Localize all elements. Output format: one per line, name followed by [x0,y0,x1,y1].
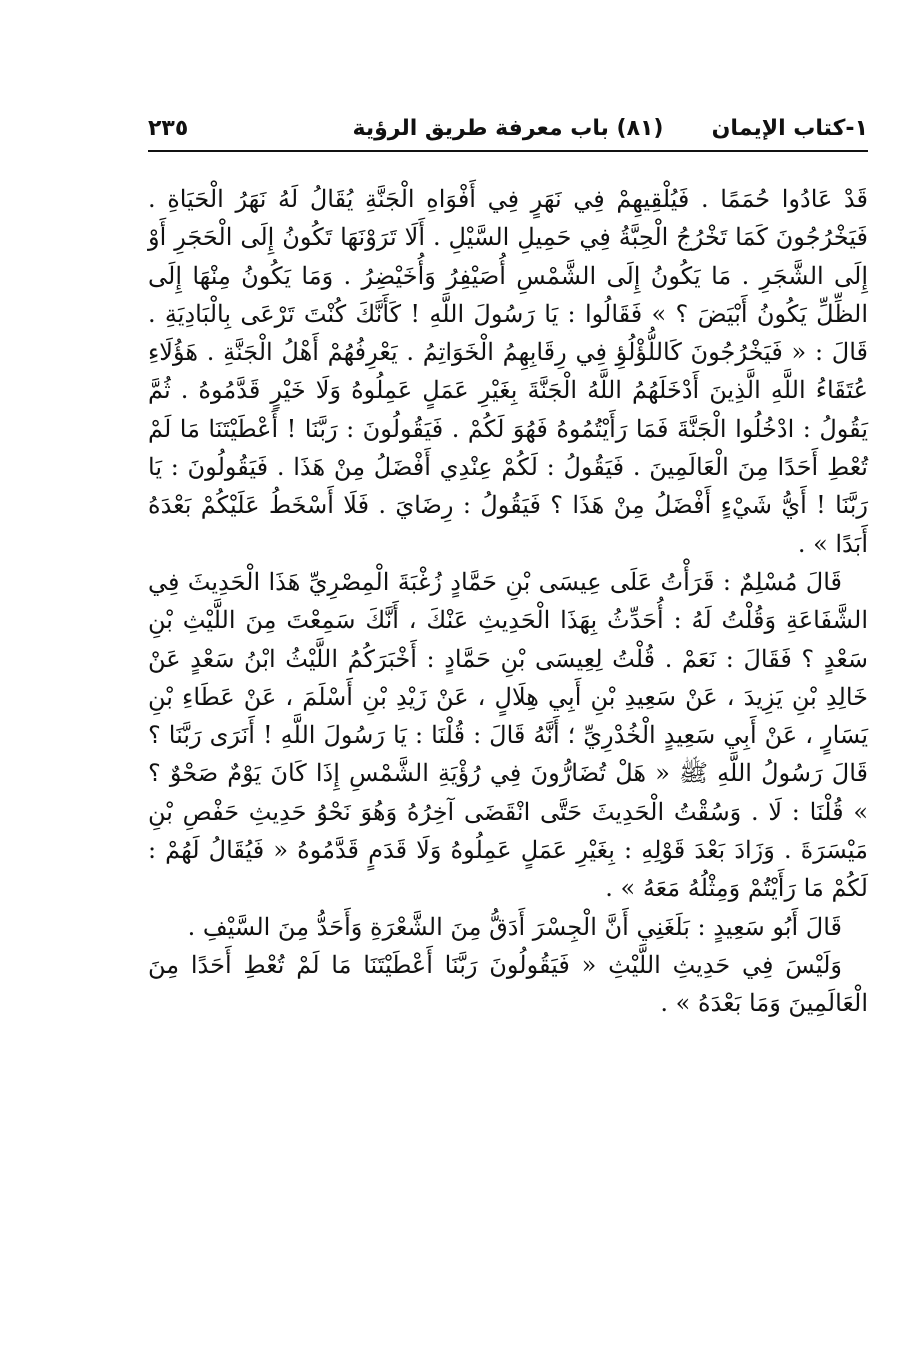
chapter-title: ١-كتاب الإيمان [711,116,868,141]
section-title: (٨١) باب معرفة طريق الرؤية [352,116,664,141]
page-body [148,180,868,1023]
paragraph-layth-note: وَلَيْسَ فِي حَدِيثِ اللَّيْثِ « فَيَقُولُونَ رَبَّنَا أَعْطَيْتَنَا مَا لَمْ تُعْطِ أَحَدًا مِنَ الْعَالَمِينَ وَمَا بَعْدَهُ » . [148,950,868,1018]
running-header [148,110,868,152]
page-number: ٢٣٥ [148,116,189,141]
paragraph-muslim-note: قَالَ مُسْلِمٌ : قَرَأْتُ عَلَى عِيسَى بْنِ حَمَّادٍ زُغْبَةَ الْمِصْرِيِّ هَذَا الْحَدِيثَ فِي الشَّفَاعَةِ وَقُلْتُ لَهُ : أُحَدِّثُ بِهَذَا الْحَدِيثِ عَنْكَ ، أَنَّكَ سَمِعْتَ مِنَ اللَّيْثِ بْنِ سَعْدٍ ؟ فَقَالَ : نَعَمْ . قُلْتُ لِعِيسَى بْنِ حَمَّادٍ : أَخْبَرَكُمُ اللَّيْثُ ابْنُ سَعْدٍ عَنْ خَالِدِ بْنِ يَزِيدَ ، عَنْ سَعِيدِ بْنِ أَبِي هِلَالٍ ، عَنْ زَيْدِ بْنِ أَسْلَمَ ، عَنْ عَطَاءِ بْنِ يَسَارٍ ، عَنْ أَبِي سَعِيدٍ الْخُدْرِيِّ ؛ أَنَّهُ قَالَ : قُلْنَا : يَا رَسُولَ اللَّهِ ! أَنَرَى رَبَّنَا ؟ قَالَ رَسُولُ اللَّهِ ﷺ « هَلْ تُضَارُّونَ فِي رُؤْيَةِ الشَّمْسِ إِذَا كَانَ يَوْمٌ صَحْوٌ ؟ » قُلْنَا : لَا . وَسُقْتُ الْحَدِيثَ حَتَّى انْقَضَى آخِرُهُ وَهُوَ نَحْوُ حَدِيثِ حَفْصِ بْنِ مَيْسَرَةَ . وَزَادَ بَعْدَ قَوْلِهِ : بِغَيْرِ عَمَلٍ عَمِلُوهُ وَلَا قَدَمٍ قَدَّمُوهُ « فَيُقَالُ لَهُمْ : لَكُمْ مَا رَأَيْتُمْ وَمِثْلُهُ مَعَهُ » . [148,567,868,903]
book-page [148,110,868,1290]
paragraph-hadith-continuation: قَدْ عَادُوا حُمَمًا . فَيُلْقِيهِمْ فِي نَهَرٍ فِي أَفْوَاهِ الْجَنَّةِ يُقَالُ لَهُ نَهَرُ الْحَيَاةِ . فَيَخْرُجُونَ كَمَا تَخْرُجُ الْحِبَّةُ فِي حَمِيلِ السَّيْلِ . أَلَا تَرَوْنَهَا تَكُونُ إِلَى الْحَجَرِ أَوْ إِلَى الشَّجَرِ . مَا يَكُونُ إِلَى الشَّمْسِ أُصَيْفِرُ وَأُخَيْضِرُ . وَمَا يَكُونُ مِنْهَا إِلَى الظِّلِّ يَكُونُ أَبْيَضَ ؟ » فَقَالُوا : يَا رَسُولَ اللَّهِ ! كَأَنَّكَ كُنْتَ تَرْعَى بِالْبَادِيَةِ . قَالَ : « فَيَخْرُجُونَ كَاللُّؤْلُؤِ فِي رِقَابِهِمُ الْخَوَاتِمُ . يَعْرِفُهُمْ أَهْلُ الْجَنَّةِ . هَؤُلَاءِ عُتَقَاءُ اللَّهِ الَّذِينَ أَدْخَلَهُمُ اللَّهُ الْجَنَّةَ بِغَيْرِ عَمَلٍ عَمِلُوهُ وَلَا خَيْرٍ قَدَّمُوهُ . ثُمَّ يَقُولُ : ادْخُلُوا الْجَنَّةَ فَمَا رَأَيْتُمُوهُ فَهُوَ لَكُمْ . فَيَقُولُونَ : رَبَّنَا ! أَعْطَيْتَنَا مَا لَمْ تُعْطِ أَحَدًا مِنَ الْعَالَمِينَ . فَيَقُولُ : لَكُمْ عِنْدِي أَفْضَلُ مِنْ هَذَا . فَيَقُولُونَ : يَا رَبَّنَا ! أَيُّ شَيْءٍ أَفْضَلُ مِنْ هَذَا ؟ فَيَقُولُ : رِضَايَ . فَلَا أَسْخَطُ عَلَيْكُمْ بَعْدَهُ أَبَدًا » . [148,185,869,558]
paragraph-abu-said-note: قَالَ أَبُو سَعِيدٍ : بَلَغَنِي أَنَّ الْجِسْرَ أَدَقُّ مِنَ الشَّعْرَةِ وَأَحَدُّ مِنَ السَّيْفِ . [187,912,842,941]
